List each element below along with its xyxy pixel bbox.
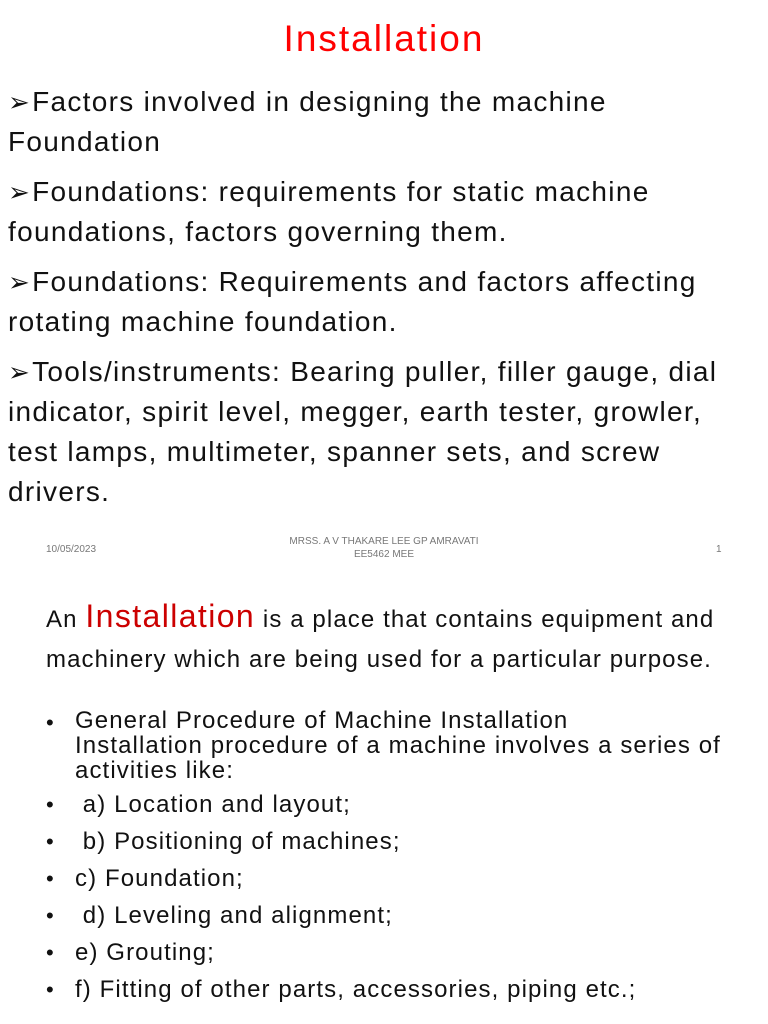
slide-2 xyxy=(0,580,768,1024)
footer-author-line: MRSS. A V THAKARE LEE GP AMRAVATI xyxy=(289,536,479,547)
bullet-text: Factors involved in designing the machine Foundation xyxy=(8,86,607,157)
bullet-text: Foundations: requirements for static machine foundations, factors governing them. xyxy=(8,176,650,247)
slide-footer xyxy=(0,532,768,568)
procedure-list xyxy=(46,708,746,1012)
list-item-foundation-factors xyxy=(8,82,760,162)
footer-author xyxy=(234,535,534,561)
arrow-bullet-icon: ➢ xyxy=(8,357,32,387)
procedure-intro: Installation procedure of a machine involves a series of activities like: xyxy=(75,732,721,784)
step-text: d) Leveling and alignment; xyxy=(75,902,393,929)
bullet-dot-icon: • xyxy=(46,829,55,854)
footer-page-number: 1 xyxy=(716,544,722,555)
arrow-bullet-icon: ➢ xyxy=(8,177,32,207)
footer-course-line: EE5462 MEE xyxy=(353,549,415,560)
intro-definition: is a place that contains equipment and machinery which are being used for a particular purpose. xyxy=(46,606,715,673)
bullet-text: Foundations: Requirements and factors affecting rotating machine foundation. xyxy=(8,266,697,337)
bullet-dot-icon: • xyxy=(46,710,55,735)
slide-title: Installation xyxy=(283,18,485,59)
list-item-static-foundations xyxy=(8,172,760,252)
bullet-dot-icon: • xyxy=(46,792,55,817)
step-text: a) Location and layout; xyxy=(75,791,351,818)
slide-1-bullet-list xyxy=(8,82,760,522)
intro-keyword: Installation xyxy=(85,598,256,634)
footer-date: 10/05/2023 xyxy=(46,544,97,555)
bullet-text: Tools/instruments: Bearing puller, filler gauge, dial indicator, spirit level, megger, earth tester, growler, test lamps, multimeter, spanner sets, and screw drivers. xyxy=(8,356,718,507)
intro-paragraph xyxy=(46,596,756,680)
step-text: e) Grouting; xyxy=(75,939,215,966)
arrow-bullet-icon: ➢ xyxy=(8,267,32,297)
bullet-dot-icon: • xyxy=(46,940,55,965)
list-item-rotating-foundations xyxy=(8,262,760,342)
list-item-step xyxy=(46,790,746,820)
procedure-heading: General Procedure of Machine Installation xyxy=(75,707,569,734)
step-text: c) Foundation; xyxy=(75,865,244,892)
list-item-tools-instruments xyxy=(8,352,760,512)
arrow-bullet-icon: ➢ xyxy=(8,87,32,117)
step-text: f) Fitting of other parts, accessories, piping etc.; xyxy=(75,976,637,1003)
intro-prefix: An xyxy=(46,606,78,633)
list-item-step xyxy=(46,975,746,1005)
list-item-step xyxy=(46,827,746,857)
bullet-dot-icon: • xyxy=(46,866,55,891)
list-item-step xyxy=(46,938,746,968)
step-text: b) Positioning of machines; xyxy=(75,828,401,855)
list-item-procedure xyxy=(46,708,746,783)
bullet-dot-icon: • xyxy=(46,977,55,1002)
list-item-step xyxy=(46,864,746,894)
list-item-step xyxy=(46,901,746,931)
bullet-dot-icon: • xyxy=(46,903,55,928)
